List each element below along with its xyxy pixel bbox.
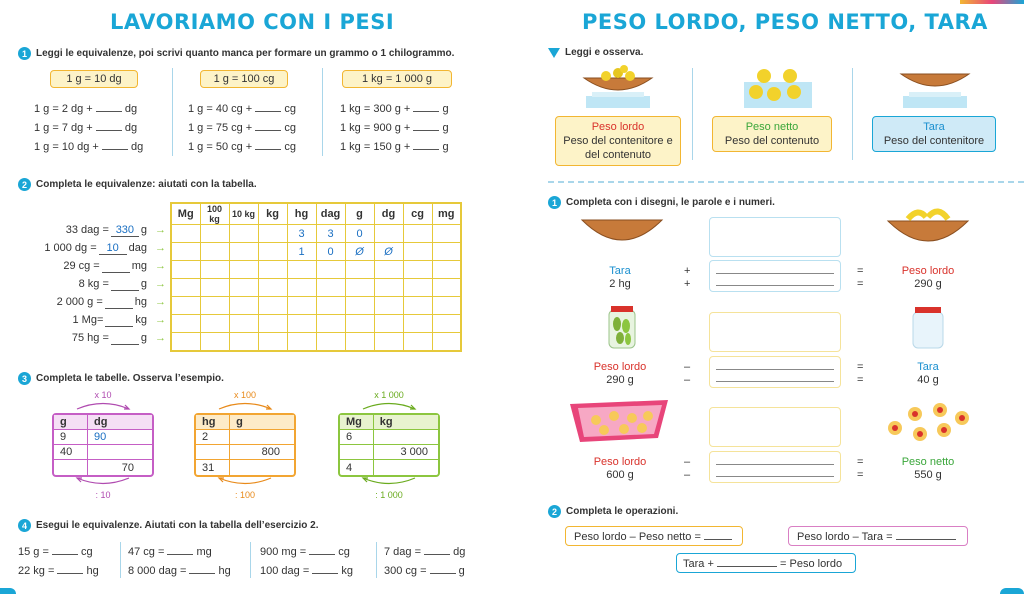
table-header-cell: Mg (171, 203, 200, 225)
page-marker (0, 588, 16, 594)
table-cell[interactable] (287, 279, 316, 297)
equation-row: 8 000 dag = hg (128, 565, 231, 577)
equation-row: 1 kg = 150 g + g (340, 141, 449, 153)
table-cell[interactable] (316, 279, 345, 297)
table-header-cell: hg (287, 203, 316, 225)
table-cell[interactable] (403, 315, 432, 333)
divider (250, 542, 251, 578)
table-cell[interactable] (258, 243, 287, 261)
table-row (171, 261, 461, 279)
operation-box: Tara + = Peso lordo (676, 553, 856, 573)
answer-frame[interactable] (709, 451, 841, 483)
answer-blank[interactable] (102, 140, 128, 150)
table-cell[interactable] (229, 315, 258, 333)
answer-blank[interactable] (255, 121, 281, 131)
table-row (171, 333, 461, 351)
table-cell[interactable] (345, 261, 374, 279)
table-cell[interactable] (229, 297, 258, 315)
answer-line[interactable] (716, 369, 834, 370)
table-cell[interactable] (229, 261, 258, 279)
table-row (171, 279, 461, 297)
cookies-image (880, 400, 970, 446)
table-cell[interactable] (171, 315, 200, 333)
label-group: Peso lordo 290 g (593, 361, 647, 386)
answer-blank[interactable] (309, 545, 335, 555)
equation-row: 900 mg = cg (260, 546, 350, 558)
answer-blank[interactable]: 330 (111, 224, 139, 237)
arrow-icon: → (155, 224, 166, 236)
equals-sign: = = (857, 265, 864, 290)
table-cell[interactable] (258, 279, 287, 297)
table-cell[interactable] (287, 333, 316, 351)
equivalence-box: 1 kg = 1 000 g (342, 70, 452, 88)
table-header-cell: cg (403, 203, 432, 225)
answer-blank[interactable]: 10 (99, 242, 127, 255)
operator: + + (684, 265, 691, 290)
table-cell[interactable] (200, 225, 229, 243)
exercise-number: 1 (548, 196, 561, 209)
table-cell[interactable] (258, 333, 287, 351)
table-cell[interactable] (258, 297, 287, 315)
arrow-icon: → (155, 278, 166, 290)
table-cell[interactable] (258, 261, 287, 279)
table-cell[interactable] (403, 243, 432, 261)
operation-box: Peso lordo – Tara = (788, 526, 968, 546)
answer-blank[interactable] (896, 530, 956, 540)
right-exercise-2-heading (548, 505, 678, 518)
exercise-3-heading (18, 372, 224, 385)
answer-blank[interactable] (189, 564, 215, 574)
exercise-instruction: Completa con i disegni, le parole e i numeri. (566, 197, 775, 208)
table-cell[interactable] (432, 297, 461, 315)
empty-jar-image (909, 304, 947, 350)
table-cell[interactable]: 1 (287, 243, 316, 261)
arrow-icon: → (155, 260, 166, 272)
exercise-number: 4 (18, 519, 31, 532)
unit-label: hg (134, 296, 147, 308)
table-cell[interactable] (403, 225, 432, 243)
table-header-cell: 10 kg (229, 203, 258, 225)
table-header-cell: 100 kg (200, 203, 229, 225)
exercise-2-heading (18, 178, 257, 191)
curved-arrow-icon (194, 477, 296, 487)
equivalence-row (14, 329, 166, 347)
table-cell[interactable] (229, 225, 258, 243)
conversion-mini-table-2 (194, 390, 296, 500)
answer-frame[interactable] (709, 356, 841, 388)
table-cell[interactable]: 0 (345, 225, 374, 243)
table-cell[interactable] (316, 297, 345, 315)
equals-sign: = = (857, 361, 864, 386)
table-cell[interactable] (316, 261, 345, 279)
equation-row: 1 g = 10 dg + dg (34, 141, 144, 153)
unit-label: kg (135, 314, 147, 326)
answer-blank[interactable] (96, 121, 122, 131)
table-cell[interactable] (345, 315, 374, 333)
page-marker (1000, 588, 1024, 594)
operator: – – (684, 456, 691, 481)
equivalence-row (14, 221, 166, 239)
answer-blank[interactable] (255, 140, 281, 150)
table-cell[interactable] (374, 315, 403, 333)
table-cell[interactable] (374, 261, 403, 279)
arrow-icon: → (155, 296, 166, 308)
conversion-labels (14, 221, 166, 347)
table-row (171, 315, 461, 333)
table-cell[interactable] (374, 225, 403, 243)
equation-row: 1 g = 75 cg + cg (188, 122, 296, 134)
divider (852, 68, 853, 160)
table-cell[interactable] (316, 315, 345, 333)
conversion-table (170, 202, 462, 352)
table-cell[interactable] (229, 333, 258, 351)
table-row (171, 243, 461, 261)
equivalence-box: 1 g = 100 cg (200, 70, 288, 88)
equivalence-left: 75 hg = (71, 332, 109, 344)
multiply-label: x 10 (94, 390, 112, 400)
answer-line[interactable] (716, 381, 834, 382)
answer-blank[interactable] (52, 545, 78, 555)
table-cell[interactable] (200, 261, 229, 279)
exercise-number: 2 (548, 505, 561, 518)
table-cell[interactable] (171, 261, 200, 279)
arrow-icon: → (155, 314, 166, 326)
table-cell[interactable] (200, 333, 229, 351)
answer-blank[interactable] (167, 545, 193, 555)
curved-arrow-icon (194, 400, 296, 410)
equals-sign: = = (857, 456, 864, 481)
mini-table: hg g 2 800 31 (194, 413, 296, 477)
multiply-label: x 100 (233, 390, 257, 400)
answer-blank[interactable] (102, 260, 130, 273)
equation-row: 15 g = cg (18, 546, 93, 558)
table-cell[interactable] (316, 333, 345, 351)
table-cell[interactable] (403, 261, 432, 279)
table-cell[interactable] (258, 225, 287, 243)
exercise-instruction: Completa le tabelle. Osserva l’esempio. (36, 373, 224, 384)
equivalence-row (14, 239, 166, 257)
table-cell[interactable]: Ø (345, 243, 374, 261)
table-cell[interactable] (432, 243, 461, 261)
table-cell[interactable] (432, 225, 461, 243)
divider (692, 68, 693, 160)
drawing-frame[interactable] (709, 407, 841, 447)
equation-column-3 (340, 100, 449, 157)
section-divider (548, 181, 1024, 183)
divider (120, 542, 121, 578)
answer-blank[interactable] (111, 332, 139, 345)
unit-label: g (140, 224, 147, 236)
equation-row: 1 g = 50 cg + cg (188, 141, 296, 153)
table-cell[interactable] (345, 333, 374, 351)
drawing-frame[interactable] (709, 312, 841, 352)
table-header-cell: dg (374, 203, 403, 225)
equation-row: 7 dag = dg (384, 546, 466, 558)
table-cell[interactable]: Ø (374, 243, 403, 261)
conversion-mini-table-3 (338, 390, 440, 500)
table-cell[interactable] (403, 297, 432, 315)
answer-blank[interactable] (424, 545, 450, 555)
bowl-with-bananas-image (886, 205, 970, 255)
divide-label: : 10 (95, 490, 111, 500)
table-cell[interactable] (287, 261, 316, 279)
table-cell[interactable] (258, 315, 287, 333)
answer-blank[interactable] (96, 102, 122, 112)
exercise-instruction: Esegui le equivalenze. Aiutati con la tabella dell’esercizio 2. (36, 520, 319, 531)
exercise-instruction: Leggi le equivalenze, poi scrivi quanto manca per formare un grammo o 1 chilogrammo. (36, 48, 455, 59)
unit-label: g (140, 278, 147, 290)
read-heading (548, 47, 643, 58)
table-cell[interactable] (403, 279, 432, 297)
table-row (171, 225, 461, 243)
curved-arrow-icon (52, 400, 154, 410)
table-cell[interactable] (229, 279, 258, 297)
divide-label: : 1 000 (375, 490, 403, 500)
table-header-cell: dag (316, 203, 345, 225)
table-cell[interactable] (200, 315, 229, 333)
table-cell[interactable]: 3 (316, 225, 345, 243)
answer-line[interactable] (716, 273, 834, 274)
table-cell[interactable] (200, 243, 229, 261)
arrow-icon: → (155, 242, 166, 254)
color-strip (960, 0, 1024, 4)
answer-blank[interactable] (430, 564, 456, 574)
table-cell[interactable] (287, 297, 316, 315)
answer-blank[interactable] (413, 140, 439, 150)
table-cell[interactable] (171, 225, 200, 243)
equivalence-left: 29 cg = (63, 260, 100, 272)
table-cell[interactable] (432, 261, 461, 279)
label-group: Peso netto 550 g (901, 456, 955, 481)
answer-blank[interactable] (105, 314, 133, 327)
answer-line[interactable] (716, 285, 834, 286)
table-cell[interactable]: 3 (287, 225, 316, 243)
equivalence-left: 33 dag = (65, 224, 109, 236)
equation-row: 1 g = 7 dg + dg (34, 122, 138, 134)
table-row (171, 297, 461, 315)
answer-blank[interactable] (312, 564, 338, 574)
table-cell[interactable] (171, 333, 200, 351)
label-group: Tara 2 hg (609, 265, 631, 290)
table-cell[interactable] (171, 297, 200, 315)
answer-blank[interactable] (255, 102, 281, 112)
table-cell[interactable] (432, 279, 461, 297)
mini-table: g dg 9 90 40 70 (52, 413, 154, 477)
exercise-number: 1 (18, 47, 31, 60)
answer-blank[interactable] (57, 564, 83, 574)
exercise-4-heading (18, 519, 319, 532)
equation-row: 1 g = 2 dg + dg (34, 103, 138, 115)
label-group: Peso lordo 290 g (901, 265, 955, 290)
equivalence-left: 1 Mg= (72, 314, 104, 326)
jar-with-pickles-image (605, 304, 639, 350)
answer-blank[interactable] (105, 296, 133, 309)
table-cell[interactable] (171, 279, 200, 297)
triangle-icon (548, 48, 560, 58)
equivalence-left: 1 000 dg = (44, 242, 97, 254)
peso-lordo-box: Peso lordo Peso del contenitore e del contenuto (555, 116, 681, 166)
equivalence-row (14, 257, 166, 275)
curved-arrow-icon (338, 400, 440, 410)
table-cell[interactable] (200, 279, 229, 297)
scale-with-apples (738, 62, 818, 112)
read-instruction: Leggi e osserva. (565, 47, 644, 58)
answer-blank[interactable] (704, 530, 732, 540)
operator: – – (684, 361, 691, 386)
tara-box: Tara Peso del contenitore (872, 116, 996, 152)
exercise-instruction: Completa le operazioni. (566, 506, 679, 517)
equation-row: 300 cg = g (384, 565, 465, 577)
equivalence-left: 2 000 g = (56, 296, 103, 308)
exercise-number: 3 (18, 372, 31, 385)
label-group: Peso lordo 600 g (593, 456, 647, 481)
table-cell[interactable] (171, 243, 200, 261)
answer-line[interactable] (716, 464, 834, 465)
right-page-title: PESO LORDO, PESO NETTO, TARA (582, 10, 988, 34)
empty-bowl-image (580, 212, 664, 256)
equivalence-row (14, 293, 166, 311)
table-cell[interactable] (345, 279, 374, 297)
equation-row: 1 kg = 300 g + g (340, 103, 449, 115)
conversion-mini-table-1 (52, 390, 154, 500)
scale-with-empty-bowl (895, 62, 975, 112)
table-header-cell: mg (432, 203, 461, 225)
table-cell[interactable] (287, 315, 316, 333)
equivalence-row (14, 275, 166, 293)
equivalence-left: 8 kg = (78, 278, 109, 290)
table-cell[interactable] (200, 297, 229, 315)
table-header-cell: kg (258, 203, 287, 225)
divider (172, 68, 173, 156)
arrow-icon: → (155, 332, 166, 344)
curved-arrow-icon (52, 477, 154, 487)
label-group: Tara 40 g (917, 361, 939, 386)
multiply-label: x 1 000 (374, 390, 404, 400)
table-cell[interactable]: 0 (316, 243, 345, 261)
equation-row: 100 dag = kg (260, 565, 353, 577)
drawing-frame[interactable] (709, 217, 841, 257)
table-cell[interactable] (374, 279, 403, 297)
equation-row: 47 cg = mg (128, 546, 212, 558)
table-cell[interactable] (374, 297, 403, 315)
answer-blank[interactable] (413, 102, 439, 112)
equation-row: 1 g = 40 cg + cg (188, 103, 296, 115)
curved-arrow-icon (338, 477, 440, 487)
answer-blank[interactable] (413, 121, 439, 131)
unit-label: dag (128, 242, 147, 254)
left-page-title: LAVORIAMO CON I PESI (110, 10, 395, 34)
answer-blank[interactable] (717, 557, 777, 567)
divider (376, 542, 377, 578)
divider (322, 68, 323, 156)
peso-netto-box: Peso netto Peso del contenuto (712, 116, 832, 152)
table-cell[interactable] (229, 243, 258, 261)
table-cell[interactable] (432, 315, 461, 333)
equivalence-row (14, 311, 166, 329)
equation-column-2 (188, 100, 296, 157)
divide-label: : 100 (234, 490, 256, 500)
unit-label: g (140, 332, 147, 344)
unit-label: mg (131, 260, 147, 272)
exercise-number: 2 (18, 178, 31, 191)
equivalence-box: 1 g = 10 dg (50, 70, 138, 88)
exercise-instruction: Completa le equivalenze: aiutati con la tabella. (36, 179, 257, 190)
table-cell[interactable] (374, 333, 403, 351)
table-cell[interactable] (403, 333, 432, 351)
table-cell[interactable] (345, 297, 374, 315)
exercise-1-heading (18, 47, 454, 60)
equation-row: 1 kg = 900 g + g (340, 122, 449, 134)
table-cell[interactable] (432, 333, 461, 351)
scale-with-full-bowl (578, 62, 658, 112)
right-exercise-1-heading (548, 196, 775, 209)
equation-column-1 (34, 100, 143, 157)
answer-frame[interactable] (709, 260, 841, 292)
equation-row: 22 kg = hg (18, 565, 99, 577)
box-of-cookies-image (566, 398, 672, 444)
answer-line[interactable] (716, 476, 834, 477)
answer-blank[interactable] (111, 278, 139, 291)
table-header-cell: g (345, 203, 374, 225)
mini-table: Mg kg 6 3 000 4 (338, 413, 440, 477)
operation-box: Peso lordo – Peso netto = (565, 526, 743, 546)
